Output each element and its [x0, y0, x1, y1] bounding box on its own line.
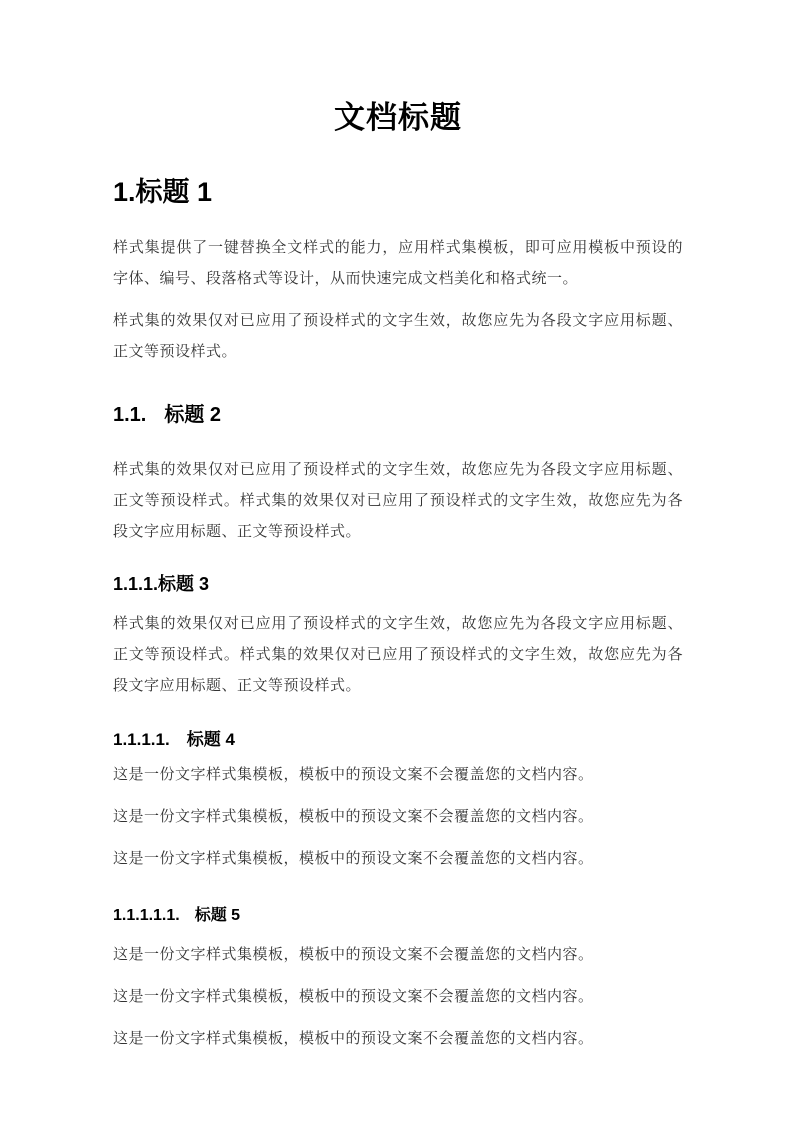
heading-level-1	[113, 176, 683, 210]
body-paragraph: 这是一份文字样式集模板，模板中的预设文案不会覆盖您的文档内容。	[113, 807, 594, 825]
section-heading-2	[113, 403, 683, 547]
heading-number: 1.1.1.1.	[113, 729, 170, 749]
body-paragraph: 这是一份文字样式集模板，模板中的预设文案不会覆盖您的文档内容。	[113, 765, 594, 783]
heading-label: 标题 3	[158, 574, 210, 595]
section-heading-3	[113, 573, 683, 701]
body-paragraph: 样式集提供了一键替换全文样式的能力，应用样式集模板，即可应用模板中预设的字体、编号、段落格式等设计，从而快速完成文档美化和格式统一。	[113, 239, 683, 288]
heading-label: 标题 1	[135, 177, 213, 208]
body-paragraph: 这是一份文字样式集模板，模板中的预设文案不会覆盖您的文档内容。	[113, 987, 594, 1005]
body-paragraph: 样式集的效果仅对已应用了预设样式的文字生效，故您应先为各段文字应用标题、正文等预设样式。样式集的效果仅对已应用了预设样式的文字生效，故您应先为各段文字应用标题、正文等预设样式。	[113, 614, 683, 694]
heading-level-5	[113, 906, 683, 926]
body-paragraph: 样式集的效果仅对已应用了预设样式的文字生效，故您应先为各段文字应用标题、正文等预设样式。	[113, 312, 683, 361]
heading-label: 标题 5	[194, 906, 241, 924]
section-heading-1	[113, 176, 683, 367]
body-paragraph: 这是一份文字样式集模板，模板中的预设文案不会覆盖您的文档内容。	[113, 945, 594, 963]
heading-level-2	[113, 403, 683, 428]
heading-label: 标题 4	[186, 729, 235, 749]
heading-number: 1.1.1.1.1.	[113, 906, 180, 924]
heading-number: 1.1.1.	[113, 574, 159, 595]
document-title: 文档标题	[334, 100, 462, 135]
body-paragraph: 这是一份文字样式集模板，模板中的预设文案不会覆盖您的文档内容。	[113, 849, 594, 867]
section-heading-4	[113, 729, 683, 874]
heading-number: 1.1.	[113, 404, 147, 427]
body-paragraph: 样式集的效果仅对已应用了预设样式的文字生效，故您应先为各段文字应用标题、正文等预设样式。样式集的效果仅对已应用了预设样式的文字生效，故您应先为各段文字应用标题、正文等预设样式。	[113, 461, 683, 541]
heading-label: 标题 2	[164, 404, 222, 427]
body-paragraph: 这是一份文字样式集模板，模板中的预设文案不会覆盖您的文档内容。	[113, 1029, 594, 1047]
heading-number: 1.	[113, 177, 136, 208]
heading-level-4	[113, 729, 683, 750]
section-heading-5	[113, 906, 683, 1054]
heading-level-3	[113, 573, 683, 596]
